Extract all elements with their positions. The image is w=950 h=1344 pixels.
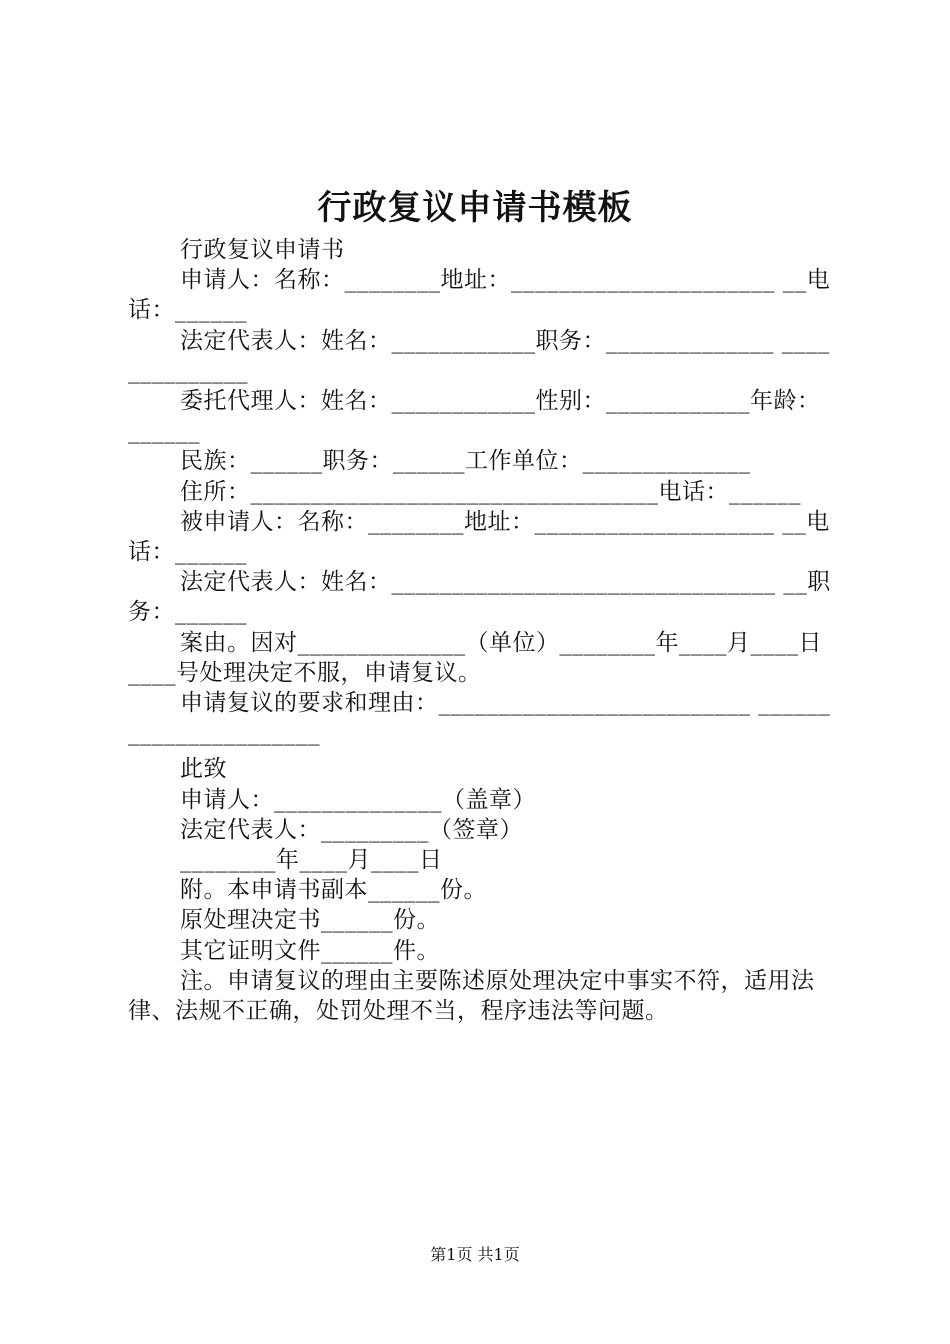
date-line: ________年____月____日 bbox=[180, 847, 443, 874]
other-evidence-line: 其它证明文件______件。 bbox=[180, 937, 440, 964]
respondent-representative-line: 法定代表人：姓名：________________________________ __职务：______ bbox=[128, 569, 831, 626]
applicant-signature-line: 申请人：______________（盖章） bbox=[180, 786, 536, 813]
salutation-line: 此致 bbox=[180, 756, 227, 783]
document-body bbox=[128, 235, 832, 1026]
case-reason-line: 案由。因对______________（单位）________年____月____日____号处理决定不服，申请复议。 bbox=[128, 629, 822, 686]
subtitle-line: 行政复议申请书 bbox=[180, 237, 345, 263]
document-title: 行政复议申请书模板 bbox=[317, 188, 633, 228]
ethnicity-line: 民族：______职务：______工作单位：______________ bbox=[180, 448, 751, 475]
original-decision-line: 原处理决定书______份。 bbox=[180, 907, 440, 934]
respondent-line: 被申请人：名称：________地址：____________________ __电话：______ bbox=[128, 508, 830, 566]
residence-line: 住所：__________________________________电话：______ bbox=[180, 478, 801, 505]
applicant-line: 申请人：名称：________地址：______________________ __电话：______ bbox=[128, 267, 831, 324]
page-footer: 第1页 共1页 bbox=[430, 1245, 520, 1264]
legal-representative-line: 法定代表人：姓名：____________职务：______________ ______________ bbox=[128, 327, 830, 384]
note-paragraph: 注。申请复议的理由主要陈述原处理决定中事实不符，适用法律、法规不正确，处罚处理不当，程序违法等问题。 bbox=[128, 967, 815, 1025]
agent-line: 委托代理人：姓名：____________性别：____________年龄：______ bbox=[128, 388, 821, 445]
attachment-copy-line: 附。本申请书副本______份。 bbox=[180, 877, 487, 904]
requests-reasons-line: 申请复议的要求和理由：__________________________ ______________________ bbox=[128, 690, 831, 747]
representative-signature-line: 法定代表人：_________（签章） bbox=[180, 816, 523, 843]
